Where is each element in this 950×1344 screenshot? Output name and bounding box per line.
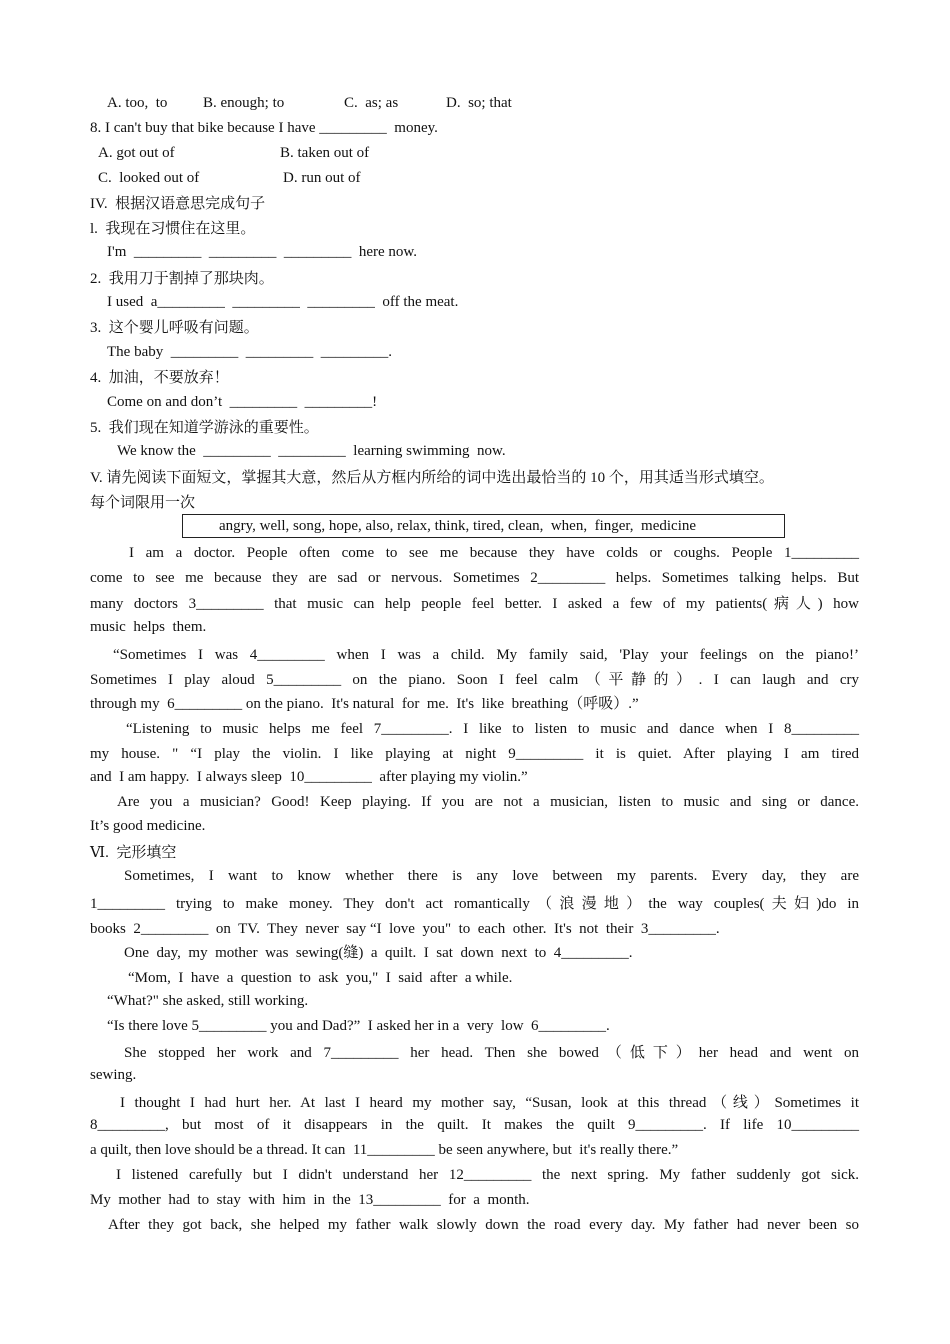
cloze-line: sewing. xyxy=(90,1067,137,1083)
q8-option-c: C. looked out of xyxy=(98,170,200,186)
section4-heading: IV. 根据汉语意思完成句子 xyxy=(90,196,266,212)
passage-line: come to see me because they are sad or nervous. Sometimes 2_________ helps. Sometimes talking helps. But xyxy=(90,570,859,586)
passage-line: I am a doctor. People often come to see me because they have colds or coughs. People 1_________ xyxy=(129,545,859,561)
cloze-line: After they got back, she helped my father walk slowly down the road every day. My father had never been so xyxy=(108,1217,859,1233)
q8-option-d: D. run out of xyxy=(283,170,361,186)
q8-question: 8. I can't buy that bike because I have _________ money. xyxy=(90,120,438,136)
section4-item-4-en: Come on and don’t _________ _________! xyxy=(107,394,378,410)
word-box xyxy=(182,514,785,538)
passage-line: through my 6_________ on the piano. It's natural for me. It's like breathing（呼吸）.” xyxy=(90,696,639,712)
q8-option-b: B. taken out of xyxy=(280,145,370,161)
passage-line: Are you a musician? Good! Keep playing. If you are not a musician, listen to music and sing or dance. xyxy=(117,794,859,810)
passage-line: my house. " “I play the violin. I like playing at night 9_________ it is quiet. After playing I am tired xyxy=(90,746,859,762)
cloze-line: “Is there love 5_________ you and Dad?” I asked her in a very low 6_________. xyxy=(107,1018,610,1034)
section4-item-1-en: I'm _________ _________ _________ here now. xyxy=(107,244,418,260)
section4-item-2-en: I used a_________ _________ _________ off the meat. xyxy=(107,294,459,310)
q7-option-c: C. as; as xyxy=(344,95,399,111)
section6-heading: Ⅵ. 完形填空 xyxy=(90,845,177,861)
passage-line: Sometimes I play aloud 5_________ on the piano. Soon I feel calm（平静的）. I can laugh and cry xyxy=(90,672,859,688)
section4-item-3-en: The baby _________ _________ _________. xyxy=(107,344,392,360)
section4-item-5-cn: 5. 我们现在知道学游泳的重要性。 xyxy=(90,420,319,436)
passage-line: “Listening to music helps me feel 7_________. I like to listen to music and dance when I 8_________ xyxy=(126,721,859,737)
section4-item-1-cn: l. 我现在习惯住在这里。 xyxy=(90,221,256,237)
word-box-text: angry, well, song, hope, also, relax, think, tired, clean, when, finger, medicine xyxy=(219,518,697,534)
cloze-line: One day, my mother was sewing(缝) a quilt. I sat down next to 4_________. xyxy=(124,945,633,961)
q8-option-a: A. got out of xyxy=(98,145,175,161)
cloze-line: Sometimes, I want to know whether there is any love between my parents. Every day, they are xyxy=(124,868,859,884)
cloze-line: “What?" she asked, still working. xyxy=(107,993,309,1009)
cloze-line: 1_________ trying to make money. They don't act romantically（浪漫地）the way couples(夫妇)do in xyxy=(90,896,859,912)
section5-heading: V. 请先阅读下面短文，掌握其大意，然后从方框内所给的词中选出最恰当的 10 个，用其适当形式填空。 xyxy=(90,470,774,486)
cloze-line: 8_________, but most of it disappears in the quilt. It makes the quilt 9_________. If life 10_________ xyxy=(90,1117,859,1133)
q7-option-b: B. enough; to xyxy=(203,95,285,111)
cloze-line: She stopped her work and 7_________ her head. Then she bowed（低下）her head and went on xyxy=(124,1045,859,1061)
passage-line: “Sometimes I was 4_________ when I was a child. My family said, 'Play your feelings on the piano!’ xyxy=(113,647,859,663)
cloze-line: My mother had to stay with him in the 13_________ for a month. xyxy=(90,1192,530,1208)
passage-line: music helps them. xyxy=(90,619,207,635)
section4-item-2-cn: 2. 我用刀于割掉了那块肉。 xyxy=(90,271,274,287)
passage-line: many doctors 3_________ that music can help people feel better. I asked a few of my patients(病人) how xyxy=(90,596,859,612)
section4-item-4-cn: 4. 加油，不要放弃！ xyxy=(90,370,229,386)
cloze-line: a quilt, then love should be a thread. It can 11_________ be seen anywhere, but it's really there.” xyxy=(90,1142,679,1158)
cloze-line: books 2_________ on TV. They never say “I love you" to each other. It's not their 3_________. xyxy=(90,921,720,937)
cloze-line: “Mom, I have a question to ask you," I said after a while. xyxy=(128,970,513,986)
cloze-line: I thought I had hurt her. At last I heard my mother say, “Susan, look at this thread（线）Sometimes it xyxy=(120,1095,859,1111)
q7-option-a: A. too, to xyxy=(107,95,168,111)
passage-line: and I am happy. I always sleep 10_________ after playing my violin.” xyxy=(90,769,528,785)
section4-item-5-en: We know the _________ _________ learning swimming now. xyxy=(117,443,506,459)
q7-option-d: D. so; that xyxy=(446,95,512,111)
cloze-line: I listened carefully but I didn't understand her 12_________ the next spring. My father suddenly got sick. xyxy=(116,1167,859,1183)
section5-heading-line2: 每个词限用一次 xyxy=(90,495,196,511)
passage-line: It’s good medicine. xyxy=(90,818,206,834)
section4-item-3-cn: 3. 这个婴儿呼吸有问题。 xyxy=(90,320,259,336)
